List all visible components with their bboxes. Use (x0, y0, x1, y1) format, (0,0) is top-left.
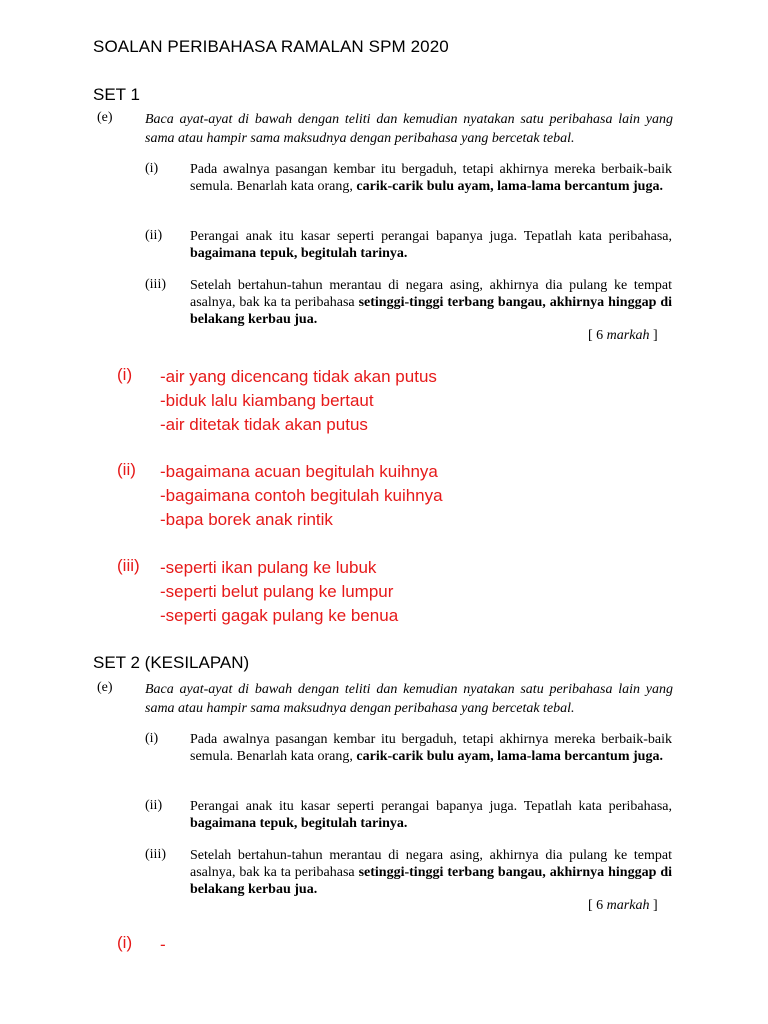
item-text-bold-proverb: carik-carik bulu ayam, lama-lama bercantum juga. (356, 749, 663, 764)
item-number: (i) (145, 731, 159, 746)
answer-line: - (160, 935, 166, 954)
item-text-bold-proverb: carik-carik bulu ayam, lama-lama bercantum juga. (356, 179, 663, 194)
marks-open: [ 6 (588, 898, 607, 913)
answer-label: (ii) (117, 460, 136, 479)
item-text-plain: Pada awalnya pasangan kembar itu bergaduh, tetapi akhirnya mereka berbaik-baik semula. Benarlah kata orang, (190, 732, 672, 764)
item-number: (iii) (145, 277, 166, 292)
item-text-bold-proverb: setinggi-tinggi terbang bangau, akhirnya hinggap di belakang kerbau jua. (190, 865, 672, 897)
answer-line: -seperti belut pulang ke lumpur (160, 582, 394, 601)
item-text (190, 228, 672, 262)
item-number: (ii) (145, 798, 163, 813)
marks-close: ] (649, 898, 658, 913)
marks-allocation (588, 328, 658, 344)
question-instruction: Baca ayat-ayat di bawah dengan teliti dan kemudian nyatakan satu peribahasa lain yang sama atau hampir sama maksudnya dengan peribahasa yang bercetak tebal. (145, 682, 673, 716)
item-text (190, 847, 672, 898)
item-text-plain: Perangai anak itu kasar seperti perangai bapanya juga. Tepatlah kata peribahasa, (190, 229, 672, 244)
set1-question-block (0, 110, 768, 350)
item-text (190, 731, 672, 765)
answer-label: (iii) (117, 556, 140, 575)
answer-line: -bagaimana acuan begitulah kuihnya (160, 462, 438, 481)
answer-line: -seperti ikan pulang ke lubuk (160, 558, 377, 577)
set2-heading: SET 2 (KESILAPAN) (93, 653, 250, 672)
item-text (190, 161, 672, 195)
item-number: (ii) (145, 228, 163, 243)
question-label: (e) (97, 110, 113, 125)
item-number: (iii) (145, 847, 166, 862)
answer-label: (i) (117, 933, 133, 952)
answer-label: (i) (117, 365, 133, 384)
question-label: (e) (97, 680, 113, 695)
item-text-bold-proverb: bagaimana tepuk, begitulah tarinya. (190, 816, 408, 831)
question-instruction: Baca ayat-ayat di bawah dengan teliti dan kemudian nyatakan satu peribahasa lain yang sama atau hampir sama maksudnya dengan peribahasa yang bercetak tebal. (145, 112, 673, 146)
document-title: SOALAN PERIBAHASA RAMALAN SPM 2020 (93, 37, 449, 56)
marks-allocation (588, 898, 658, 914)
marks-close: ] (649, 328, 658, 343)
answer-line: -bagaimana contoh begitulah kuihnya (160, 486, 443, 505)
item-text-plain: Setelah bertahun-tahun merantau di negara asing, akhirnya dia pulang ke tempat asalnya, bak ka ta peribahasa (190, 848, 672, 880)
marks-open: [ 6 (588, 328, 607, 343)
marks-word: markah (606, 328, 650, 343)
marks-word: markah (606, 898, 650, 913)
answer-line: -air ditetak tidak akan putus (160, 415, 368, 434)
item-text (190, 277, 672, 328)
item-text-plain: Perangai anak itu kasar seperti perangai bapanya juga. Tepatlah kata peribahasa, (190, 799, 672, 814)
answer-line: -air yang dicencang tidak akan putus (160, 367, 437, 386)
item-text-bold-proverb: bagaimana tepuk, begitulah tarinya. (190, 246, 408, 261)
answer-lines (160, 365, 437, 437)
answer-lines (160, 933, 166, 957)
item-text (190, 798, 672, 832)
answer-line: -bapa borek anak rintik (160, 510, 333, 529)
answer-lines (160, 556, 398, 628)
item-number: (i) (145, 161, 159, 176)
answer-line: -seperti gagak pulang ke benua (160, 606, 399, 625)
set2-question-block (0, 680, 768, 920)
item-text-bold-proverb: setinggi-tinggi terbang bangau, akhirnya hinggap di belakang kerbau jua. (190, 295, 672, 327)
set1-heading: SET 1 (93, 85, 140, 104)
answer-lines (160, 460, 443, 532)
item-text-plain: Pada awalnya pasangan kembar itu bergaduh, tetapi akhirnya mereka berbaik-baik semula. Benarlah kata orang, (190, 162, 672, 194)
item-text-plain: Setelah bertahun-tahun merantau di negara asing, akhirnya dia pulang ke tempat asalnya, bak ka ta peribahasa (190, 278, 672, 310)
answer-line: -biduk lalu kiambang bertaut (160, 391, 374, 410)
